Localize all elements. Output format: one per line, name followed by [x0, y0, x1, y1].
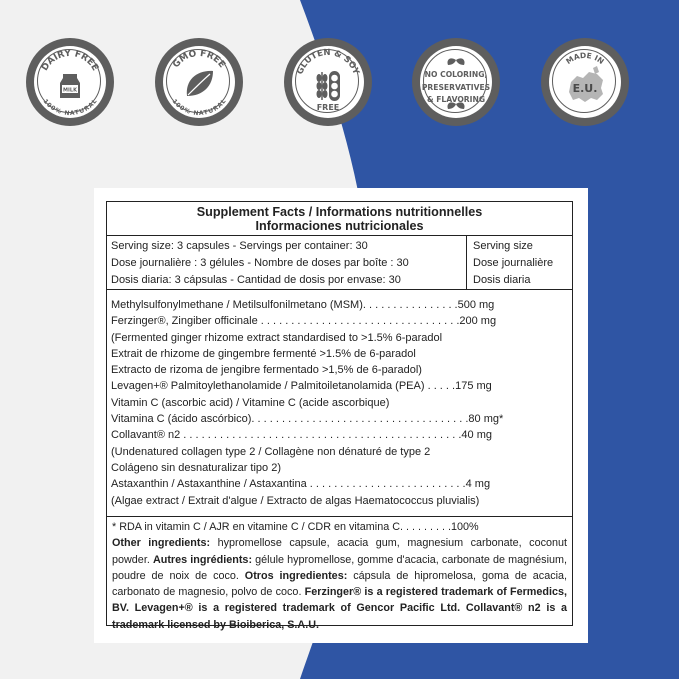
- autres-ingredients-text: gélule hypromellose, gomme d'acacia, carbonate de magnésium, poudre de noix de coco.: [112, 553, 567, 582]
- serving-line-es: Dosis diaria: 3 cápsulas - Cantidad de dosis por envase: 30: [111, 274, 401, 286]
- svg-text:DAIRY FREE: [40, 49, 100, 73]
- wheat-soy-icon: [317, 71, 341, 101]
- badge-line-3: & FLAVORING: [426, 95, 486, 104]
- serving-header-fr: Dose journalière: [473, 257, 554, 269]
- badge-top-text: GMO FREE: [171, 48, 227, 71]
- other-ingredients-paragraph: [112, 535, 567, 633]
- serving-section: [107, 236, 572, 290]
- svg-text:100% NATURAL: [171, 98, 228, 117]
- badge-top-text: GLUTEN & SOY: [295, 47, 361, 77]
- ingredient-line: Colágeno sin desnaturalizar tipo 2): [111, 461, 281, 474]
- leaf-icon: [187, 71, 213, 96]
- serving-line-en: Serving size: 3 capsules - Servings per container: 30: [111, 240, 368, 252]
- no-coloring-badge: [412, 38, 500, 126]
- svg-text:MADE IN: [564, 51, 605, 66]
- ingredient-line: (Algae extract / Extrait d'algue / Extracto de algas Haematococcus pluvialis): [111, 494, 480, 507]
- ingredient-line: Collavant® n2 . . . . . . . . . . . . . . . . . . . . . . . . . . . . . . . . . . . . . . . . . . . . . .40 mg: [111, 429, 492, 442]
- otros-ingredientes-text: cápsula de hipromelosa, goma de acacia, carbonato de magnesio, polvo de coco.: [112, 569, 568, 599]
- ingredient-line: Extrait de rhizome de gingembre fermenté >1.5% de 6-paradol: [111, 347, 416, 360]
- badge-top-text: MADE IN: [564, 50, 606, 67]
- serving-header-en: Serving size: [473, 240, 533, 252]
- facts-title-line-1: Supplement Facts / Informations nutritionnelles: [196, 205, 483, 219]
- ingredient-list: [107, 295, 572, 517]
- made-in-eu-badge: [541, 38, 629, 126]
- rda-line: * RDA in vitamin C / AJR en vitamine C / CDR en vitamina C. . . . . . . . .100%: [112, 521, 479, 533]
- serving-line-fr: Dose journalière : 3 gélules - Nombre de doses par boîte : 30: [111, 257, 409, 269]
- badge-line-1: NO COLORING,: [424, 70, 488, 79]
- ingredient-line: Vitamina C (ácido ascórbico). . . . . . . . . . . . . . . . . . . . . . . . . . . . . . . . . . . .80 mg*: [111, 413, 504, 426]
- gmo-free-badge: [155, 38, 243, 126]
- other-ingredients-label: Other ingredients:: [112, 537, 211, 550]
- ingredient-line: (Fermented ginger rhizome extract standardised to >1.5% 6-paradol: [111, 331, 443, 344]
- badge-line-2: PRESERVATIVES: [421, 82, 491, 92]
- svg-text:100% NATURAL: [42, 98, 99, 117]
- ingredient-line: (Undenatured collagen type 2 / Collagène non dénaturé de type 2: [111, 445, 431, 458]
- badge-bottom-text: FREE: [316, 103, 340, 112]
- badge-bottom-text: 100% NATURAL: [41, 98, 99, 118]
- ingredient-line: Vitamin C (ascorbic acid) / Vitamine C (acide ascorbique): [111, 396, 390, 409]
- supplement-facts-table: [106, 201, 573, 631]
- footnote-section: [107, 517, 572, 633]
- ingredient-line: Methylsulfonylmethane / Metilsulfonilmetano (MSM). . . . . . . . . . . . . . . .500 mg: [111, 299, 495, 311]
- svg-text:GLUTEN & SOY: [295, 48, 361, 77]
- ingredient-line: Ferzinger®, Zingiber officinale . . . . . . . . . . . . . . . . . . . . . . . . . . . . . . . . .200 mg: [111, 315, 497, 328]
- ingredient-line: Astaxanthin / Astaxanthine / Astaxantina . . . . . . . . . . . . . . . . . . . . . . . . . .4 mg: [111, 478, 491, 491]
- ingredient-line: Extracto de rizoma de jengibre fermentado >1,5% de 6-paradol): [111, 364, 422, 377]
- otros-ingredientes-label: Otros ingredientes:: [244, 569, 348, 582]
- facts-title: [107, 202, 572, 236]
- milk-label: MILK: [63, 87, 77, 94]
- serving-header-es: Dosis diaria: [473, 274, 531, 286]
- badge-top-text: DAIRY FREE: [40, 48, 100, 73]
- milk-carton-icon: [60, 74, 80, 98]
- autres-ingredients-label: Autres ingrédients:: [152, 553, 253, 566]
- trademark-text: Ferzinger® is a registered trademark of Fermedics, BV. Levagen+® is a registered trademark of Gencor Pacific Ltd. Collavant® n2 is a trademark licensed by Bioiberica, S.A.U.: [112, 586, 567, 631]
- ingredient-line: Levagen+® Palmitoylethanolamide / Palmitoiletanolamida (PEA) . . . . .175 mg: [111, 380, 492, 393]
- badge-bottom-text: 100% NATURAL: [170, 98, 228, 118]
- eu-text: E.U.: [572, 82, 598, 95]
- facts-title-line-2: Informaciones nutricionales: [255, 219, 424, 233]
- gluten-soy-free-badge: [284, 38, 372, 126]
- dairy-free-badge: [26, 38, 114, 126]
- other-ingredients-text: hypromellose capsule, acacia gum, magnesium carbonate, coconut powder.: [112, 537, 567, 566]
- svg-text:GMO FREE: [171, 49, 226, 70]
